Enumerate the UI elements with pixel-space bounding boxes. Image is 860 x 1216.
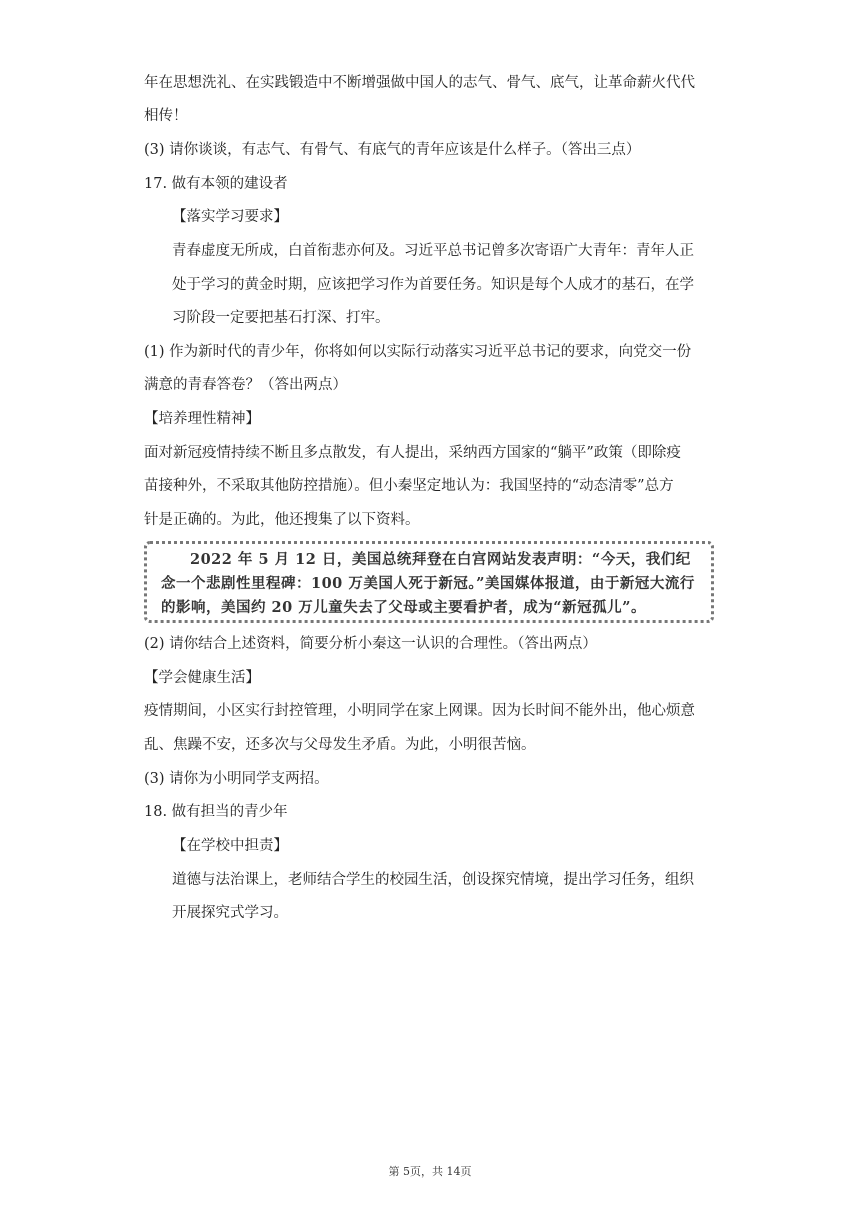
text-line: 针是正确的。为此，他还搜集了以下资料。: [144, 512, 420, 528]
section-heading: 【落实学习要求】: [172, 209, 288, 225]
text-line: 苗接种外，不采取其他防控措施）。但小秦坚定地认为：我国坚持的“动态清零”总方: [144, 478, 674, 494]
section-heading: 【在学校中担责】: [172, 838, 288, 854]
question-1-prompt: (1) 作为新时代的青少年，你将如何以实际行动落实习近平总书记的要求，向党交一份: [144, 344, 692, 360]
text-line: 满意的青春答卷？（答出两点）: [144, 377, 347, 393]
text-line: 习阶段一定要把基石打深、打牢。: [172, 310, 390, 326]
text-line: 青春虚度无所成，白首衔悲亦何及。习近平总书记曾多次寄语广大青年：青年人正: [172, 243, 694, 259]
material-quote-text: 2022 年 5 月 12 日，美国总统拜登在白宫网站发表声明：“今天，我们纪念一个悲剧性里程碑：100 万美国人死于新冠。”美国媒体报道，由于新冠大流行的影响，美国约 20 万儿童失去了父母或主要看护者，成为“新冠孤儿”。: [161, 551, 695, 616]
text-line: 处于学习的黄金时期，应该把学习作为首要任务。知识是每个人成才的基石，在学: [172, 277, 694, 293]
section-heading: 【学会健康生活】: [144, 670, 260, 686]
question-2-prompt: (2) 请你结合上述资料，简要分析小秦这一认识的合理性。（答出两点）: [144, 636, 597, 652]
material-quote-box: [144, 541, 714, 623]
text-line: 面对新冠疫情持续不断且多点散发，有人提出，采纳西方国家的“躺平”政策（即除疫: [144, 445, 681, 461]
text-line: 道德与法治课上，老师结合学生的校园生活，创设探究情境，提出学习任务，组织: [172, 872, 694, 888]
text-line: 开展探究式学习。: [172, 905, 288, 921]
question-3b-prompt: (3) 请你为小明同学支两招。: [144, 771, 329, 787]
page-number: 第 5页，共 14页: [388, 1165, 472, 1178]
text-line: 年在思想洗礼、在实践锻造中不断增强做中国人的志气、骨气、底气，让革命薪火代代: [144, 75, 695, 91]
question-3-prompt: (3) 请你谈谈，有志气、有骨气、有底气的青年应该是什么样子。（答出三点）: [144, 142, 641, 158]
text-line: 乱、焦躁不安，还多次与父母发生矛盾。为此，小明很苦恼。: [144, 737, 536, 753]
question-17-title: 17. 做有本领的建设者: [144, 176, 288, 192]
text-line: 疫情期间，小区实行封控管理，小明同学在家上网课。因为长时间不能外出，他心烦意: [144, 703, 695, 719]
section-heading: 【培养理性精神】: [144, 411, 260, 427]
text-line: 相传！: [144, 108, 188, 124]
question-18-title: 18. 做有担当的青少年: [144, 804, 288, 820]
